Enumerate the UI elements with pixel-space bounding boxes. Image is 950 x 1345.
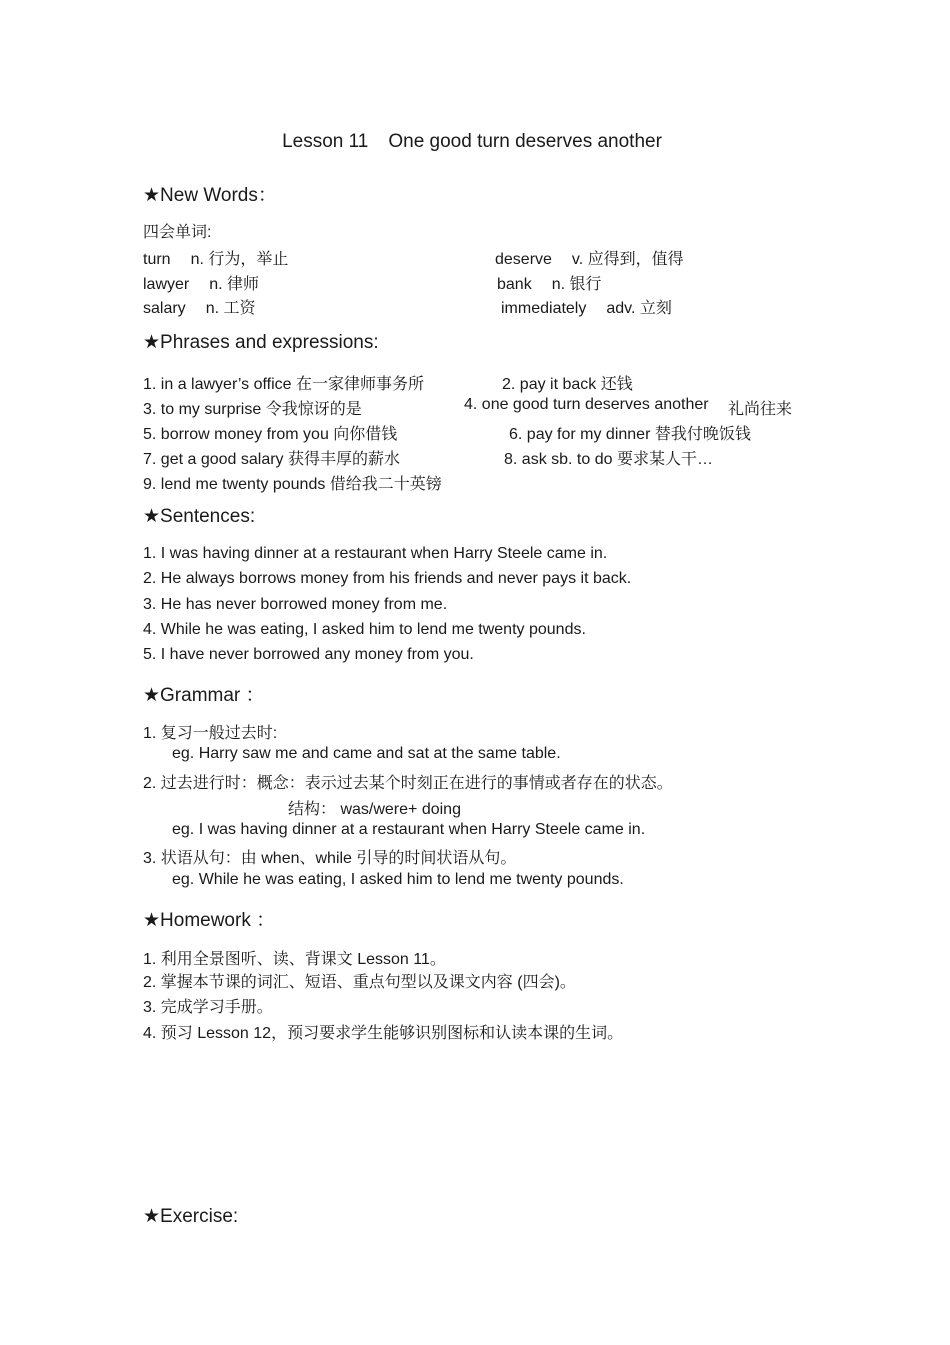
grammar-item-3: 3. 状语从句：由 when、while 引导的时间状语从句。: [143, 850, 517, 867]
phrase-5: 5. borrow money from you 向你借钱: [143, 426, 398, 443]
sentence-5: 5. I have never borrowed any money from you.: [143, 646, 474, 663]
new-words-label: 四会单词:: [143, 224, 212, 241]
phrase-4-meaning: 礼尚往来: [728, 401, 793, 418]
grammar-item-1: 1. 复习一般过去时:: [143, 725, 278, 742]
word-bank: bank n. 银行: [497, 276, 602, 293]
section-grammar: ★Grammar ：: [143, 685, 265, 706]
phrase-8: 8. ask sb. to do 要求某人干…: [504, 451, 713, 468]
lesson-number: Lesson 11: [282, 131, 369, 152]
phrase-9: 9. lend me twenty pounds 借给我二十英镑: [143, 476, 442, 493]
word-immediately: immediately adv. 立刻: [501, 300, 672, 317]
word-salary: salary n. 工资: [143, 300, 256, 317]
section-phrases: ★Phrases and expressions:: [143, 332, 379, 353]
word-lawyer: lawyer n. 律师: [143, 276, 260, 293]
grammar-item-2-example: eg. I was having dinner at a restaurant when Harry Steele came in.: [172, 821, 646, 838]
phrase-6: 6. pay for my dinner 替我付晚饭钱: [509, 426, 751, 443]
word-deserve: deserve v. 应得到，值得: [495, 251, 684, 268]
sentence-2: 2. He always borrows money from his friends and never pays it back.: [143, 570, 632, 587]
phrase-2: 2. pay it back 还钱: [502, 376, 633, 393]
page-title: [0, 131, 944, 153]
grammar-item-3-example: eg. While he was eating, I asked him to lend me twenty pounds.: [172, 871, 624, 888]
grammar-item-2-structure: 结构： was/were+ doing: [288, 801, 461, 818]
sentence-1: 1. I was having dinner at a restaurant when Harry Steele came in.: [143, 545, 608, 562]
phrase-3: 3. to my surprise 令我惊讶的是: [143, 401, 362, 418]
phrase-4: 4. one good turn deserves another: [464, 396, 709, 413]
homework-1: 1. 利用全景图听、读、背课文 Lesson 11。: [143, 951, 446, 968]
word-turn: turn n. 行为，举止: [143, 251, 289, 268]
homework-2: 2. 掌握本节课的词汇、短语、重点句型以及课文内容 (四会)。: [143, 974, 576, 991]
homework-4: 4. 预习 Lesson 12，预习要求学生能够识别图标和认读本课的生词。: [143, 1025, 624, 1042]
grammar-item-1-example: eg. Harry saw me and came and sat at the same table.: [172, 745, 561, 762]
sentence-4: 4. While he was eating, I asked him to lend me twenty pounds.: [143, 621, 586, 638]
phrase-1: 1. in a lawyer’s office 在一家律师事务所: [143, 376, 424, 393]
phrase-7: 7. get a good salary 获得丰厚的薪水: [143, 451, 400, 468]
section-homework: ★Homework ：: [143, 910, 276, 931]
homework-3: 3. 完成学习手册。: [143, 999, 273, 1016]
section-sentences: ★Sentences:: [143, 506, 256, 527]
grammar-item-2: 2. 过去进行时：概念：表示过去某个时刻正在进行的事情或者存在的状态。: [143, 775, 673, 792]
sentence-3: 3. He has never borrowed money from me.: [143, 596, 448, 613]
section-new-words: ★New Words：: [143, 185, 277, 206]
section-exercise: ★Exercise:: [143, 1206, 239, 1227]
lesson-name: One good turn deserves another: [388, 131, 662, 152]
